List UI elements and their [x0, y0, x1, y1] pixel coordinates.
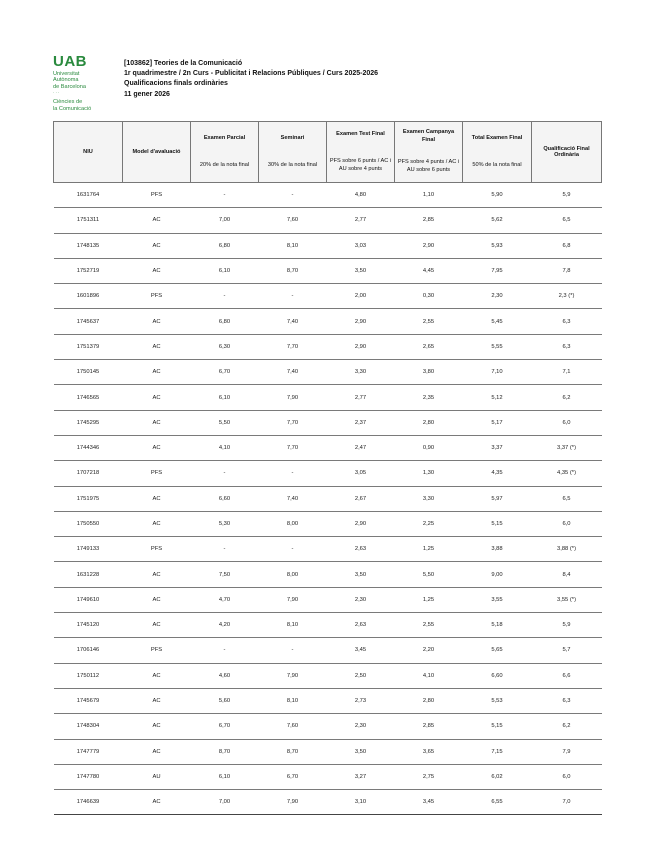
niu-cell: 1748304: [54, 714, 123, 739]
seminari-cell: 7,60: [259, 714, 327, 739]
total-examen-final-cell: 2,30: [463, 284, 532, 309]
examen-test-final-cell: 2,90: [327, 309, 395, 334]
logo-university: [53, 71, 123, 90]
examen-parcial-cell: -: [191, 183, 259, 208]
total-examen-final-cell: 6,60: [463, 663, 532, 688]
model-cell: AC: [123, 435, 191, 460]
model-cell: AC: [123, 334, 191, 359]
examen-parcial-cell: 6,70: [191, 360, 259, 385]
examen-parcial-cell: 7,00: [191, 790, 259, 815]
table-row: [54, 688, 602, 713]
seminari-cell: 8,10: [259, 688, 327, 713]
total-examen-final-cell: 5,53: [463, 688, 532, 713]
total-examen-final-cell: 5,18: [463, 613, 532, 638]
table-row: [54, 663, 602, 688]
column-header-niu: NIU: [54, 122, 123, 183]
niu-cell: 1707218: [54, 461, 123, 486]
examen-campanya-final-cell: 1,30: [395, 461, 463, 486]
qualificacio-final-cell: 6,5: [532, 486, 602, 511]
model-cell: AU: [123, 764, 191, 789]
logo-faculty-line: la Comunicació: [53, 105, 92, 112]
examen-parcial-cell: 4,60: [191, 663, 259, 688]
model-cell: AC: [123, 233, 191, 258]
qualificacio-final-cell: 6,5: [532, 208, 602, 233]
examen-campanya-final-cell: 3,45: [395, 790, 463, 815]
examen-campanya-final-cell: 1,25: [395, 537, 463, 562]
niu-cell: 1747779: [54, 739, 123, 764]
examen-campanya-final-cell: 5,50: [395, 562, 463, 587]
total-examen-final-cell: 4,35: [463, 461, 532, 486]
examen-parcial-cell: 6,10: [191, 385, 259, 410]
seminari-cell: 7,90: [259, 385, 327, 410]
qualificacio-final-cell: 3,55 (*): [532, 587, 602, 612]
table-row: [54, 790, 602, 815]
course-title: [103862] Teories de la Comunicació: [124, 60, 243, 67]
column-header-examen-test-final: Examen Test Final PFS sobre 6 punts / AC i AU sobre 4 punts: [327, 122, 395, 183]
model-cell: AC: [123, 360, 191, 385]
total-examen-final-cell: 6,02: [463, 764, 532, 789]
total-examen-final-cell: 5,93: [463, 233, 532, 258]
examen-campanya-final-cell: 2,35: [395, 385, 463, 410]
qualificacio-final-cell: 2,3 (*): [532, 284, 602, 309]
seminari-cell: -: [259, 284, 327, 309]
examen-test-final-cell: 2,77: [327, 208, 395, 233]
examen-test-final-cell: 3,05: [327, 461, 395, 486]
niu-cell: 1751379: [54, 334, 123, 359]
examen-test-final-cell: 2,63: [327, 613, 395, 638]
examen-campanya-final-cell: 0,30: [395, 284, 463, 309]
grades-table: [53, 121, 602, 815]
seminari-cell: -: [259, 537, 327, 562]
examen-campanya-final-cell: 2,90: [395, 233, 463, 258]
examen-test-final-cell: 2,37: [327, 410, 395, 435]
examen-test-final-cell: 2,63: [327, 537, 395, 562]
table-row: [54, 638, 602, 663]
model-cell: AC: [123, 562, 191, 587]
model-cell: AC: [123, 688, 191, 713]
table-row: [54, 486, 602, 511]
niu-cell: 1751975: [54, 486, 123, 511]
model-cell: AC: [123, 714, 191, 739]
model-cell: AC: [123, 309, 191, 334]
seminari-cell: 7,70: [259, 435, 327, 460]
qualificacio-final-cell: 6,3: [532, 334, 602, 359]
model-cell: AC: [123, 663, 191, 688]
examen-campanya-final-cell: 2,85: [395, 714, 463, 739]
table-row: [54, 284, 602, 309]
examen-campanya-final-cell: 3,80: [395, 360, 463, 385]
seminari-cell: 8,10: [259, 613, 327, 638]
examen-test-final-cell: 2,77: [327, 385, 395, 410]
table-header-row: [54, 122, 602, 183]
examen-campanya-final-cell: 2,75: [395, 764, 463, 789]
table-row: [54, 183, 602, 208]
model-cell: PFS: [123, 284, 191, 309]
total-examen-final-cell: 5,12: [463, 385, 532, 410]
seminari-cell: 7,70: [259, 410, 327, 435]
examen-campanya-final-cell: 2,65: [395, 334, 463, 359]
total-examen-final-cell: 3,88: [463, 537, 532, 562]
niu-cell: 1750112: [54, 663, 123, 688]
total-examen-final-cell: 5,17: [463, 410, 532, 435]
total-examen-final-cell: 5,15: [463, 714, 532, 739]
model-cell: AC: [123, 511, 191, 536]
uab-logo: [53, 54, 123, 112]
seminari-cell: 7,60: [259, 208, 327, 233]
seminari-cell: -: [259, 638, 327, 663]
examen-campanya-final-cell: 2,25: [395, 511, 463, 536]
examen-parcial-cell: 6,10: [191, 258, 259, 283]
seminari-cell: 7,90: [259, 663, 327, 688]
seminari-cell: 7,90: [259, 587, 327, 612]
qualificacio-final-cell: 6,3: [532, 309, 602, 334]
model-cell: PFS: [123, 183, 191, 208]
model-cell: AC: [123, 208, 191, 233]
examen-test-final-cell: 2,00: [327, 284, 395, 309]
niu-cell: 1746639: [54, 790, 123, 815]
niu-cell: 1706146: [54, 638, 123, 663]
examen-parcial-cell: 5,50: [191, 410, 259, 435]
table-row: [54, 537, 602, 562]
niu-cell: 1745295: [54, 410, 123, 435]
niu-cell: 1746565: [54, 385, 123, 410]
examen-campanya-final-cell: 1,10: [395, 183, 463, 208]
model-cell: AC: [123, 790, 191, 815]
niu-cell: 1747780: [54, 764, 123, 789]
examen-parcial-cell: 6,30: [191, 334, 259, 359]
examen-campanya-final-cell: 3,65: [395, 739, 463, 764]
logo-university-line: de Barcelona: [53, 83, 86, 90]
niu-cell: 1749133: [54, 537, 123, 562]
column-header-examen-campanya-final: Examen Campanya Final PFS sobre 4 punts / AC i AU sobre 6 punts: [395, 122, 463, 183]
qualificacio-final-cell: 5,9: [532, 613, 602, 638]
qualificacio-final-cell: 7,8: [532, 258, 602, 283]
examen-test-final-cell: 2,90: [327, 334, 395, 359]
model-cell: AC: [123, 613, 191, 638]
qualificacio-final-cell: 5,9: [532, 183, 602, 208]
examen-test-final-cell: 2,47: [327, 435, 395, 460]
examen-parcial-cell: 5,30: [191, 511, 259, 536]
niu-cell: 1752719: [54, 258, 123, 283]
qualificacio-final-cell: 4,35 (*): [532, 461, 602, 486]
examen-parcial-cell: -: [191, 284, 259, 309]
total-examen-final-cell: 5,65: [463, 638, 532, 663]
model-cell: AC: [123, 258, 191, 283]
model-cell: PFS: [123, 461, 191, 486]
examen-test-final-cell: 2,90: [327, 511, 395, 536]
examen-campanya-final-cell: 1,25: [395, 587, 463, 612]
seminari-cell: 8,00: [259, 511, 327, 536]
examen-campanya-final-cell: 0,90: [395, 435, 463, 460]
seminari-cell: 7,70: [259, 334, 327, 359]
model-cell: AC: [123, 410, 191, 435]
examen-parcial-cell: 5,60: [191, 688, 259, 713]
qualificacio-final-cell: 6,2: [532, 714, 602, 739]
document-date: 11 gener 2026: [124, 90, 170, 98]
examen-test-final-cell: 3,30: [327, 360, 395, 385]
model-cell: AC: [123, 587, 191, 612]
total-examen-final-cell: 5,62: [463, 208, 532, 233]
table-row: [54, 360, 602, 385]
document-header: [124, 59, 378, 100]
total-examen-final-cell: 7,95: [463, 258, 532, 283]
total-examen-final-cell: 5,45: [463, 309, 532, 334]
table-row: [54, 511, 602, 536]
qualificacio-final-cell: 6,3: [532, 688, 602, 713]
qualificacio-final-cell: 6,8: [532, 233, 602, 258]
logo-faculty-line: Ciències de: [53, 99, 83, 106]
niu-cell: 1745679: [54, 688, 123, 713]
total-examen-final-cell: 6,55: [463, 790, 532, 815]
table-row: [54, 233, 602, 258]
niu-cell: 1745637: [54, 309, 123, 334]
examen-campanya-final-cell: 3,30: [395, 486, 463, 511]
examen-test-final-cell: 2,73: [327, 688, 395, 713]
qualificacio-final-cell: 6,6: [532, 663, 602, 688]
examen-test-final-cell: 3,03: [327, 233, 395, 258]
seminari-cell: -: [259, 461, 327, 486]
table-row: [54, 385, 602, 410]
seminari-cell: 8,00: [259, 562, 327, 587]
niu-cell: 1601896: [54, 284, 123, 309]
examen-test-final-cell: 2,50: [327, 663, 395, 688]
table-row: [54, 435, 602, 460]
column-header-seminari: Seminari 30% de la nota final: [259, 122, 327, 183]
examen-parcial-cell: 4,10: [191, 435, 259, 460]
seminari-cell: 7,90: [259, 790, 327, 815]
examen-test-final-cell: 3,27: [327, 764, 395, 789]
model-cell: AC: [123, 486, 191, 511]
examen-parcial-cell: 4,70: [191, 587, 259, 612]
table-row: [54, 309, 602, 334]
examen-parcial-cell: 6,70: [191, 714, 259, 739]
examen-test-final-cell: 2,67: [327, 486, 395, 511]
niu-cell: 1749610: [54, 587, 123, 612]
examen-parcial-cell: 7,50: [191, 562, 259, 587]
total-examen-final-cell: 7,10: [463, 360, 532, 385]
total-examen-final-cell: 9,00: [463, 562, 532, 587]
examen-test-final-cell: 4,80: [327, 183, 395, 208]
examen-parcial-cell: -: [191, 461, 259, 486]
logo-university-line: Autònoma: [53, 77, 79, 84]
examen-parcial-cell: 6,80: [191, 309, 259, 334]
total-examen-final-cell: 5,97: [463, 486, 532, 511]
niu-cell: 1631764: [54, 183, 123, 208]
qualificacio-final-cell: 3,37 (*): [532, 435, 602, 460]
table-row: [54, 764, 602, 789]
niu-cell: 1751311: [54, 208, 123, 233]
model-cell: PFS: [123, 537, 191, 562]
seminari-cell: 7,40: [259, 360, 327, 385]
seminari-cell: 8,10: [259, 233, 327, 258]
qualificacio-final-cell: 7,0: [532, 790, 602, 815]
table-row: [54, 587, 602, 612]
examen-test-final-cell: 3,45: [327, 638, 395, 663]
examen-parcial-cell: 6,10: [191, 764, 259, 789]
document-subtitle: Qualificacions finals ordinàries: [124, 80, 228, 88]
logo-faculty: [53, 99, 123, 112]
column-header-qualificacio-final: Qualificació Final Ordinària: [532, 122, 602, 183]
seminari-cell: 6,70: [259, 764, 327, 789]
total-examen-final-cell: 5,90: [463, 183, 532, 208]
column-header-total-examen-final: Total Examen Final 50% de la nota final: [463, 122, 532, 183]
examen-campanya-final-cell: 2,85: [395, 208, 463, 233]
examen-campanya-final-cell: 2,20: [395, 638, 463, 663]
total-examen-final-cell: 7,15: [463, 739, 532, 764]
model-cell: AC: [123, 385, 191, 410]
examen-test-final-cell: 3,50: [327, 739, 395, 764]
total-examen-final-cell: 5,15: [463, 511, 532, 536]
table-body: [54, 183, 602, 815]
qualificacio-final-cell: 7,9: [532, 739, 602, 764]
examen-campanya-final-cell: 2,80: [395, 688, 463, 713]
table-row: [54, 714, 602, 739]
column-header-examen-parcial: Examen Parcial 20% de la nota final: [191, 122, 259, 183]
examen-parcial-cell: 6,80: [191, 233, 259, 258]
examen-campanya-final-cell: 2,80: [395, 410, 463, 435]
niu-cell: 1750550: [54, 511, 123, 536]
examen-test-final-cell: 3,50: [327, 562, 395, 587]
examen-parcial-cell: 6,60: [191, 486, 259, 511]
examen-parcial-cell: 8,70: [191, 739, 259, 764]
seminari-cell: 7,40: [259, 309, 327, 334]
table-row: [54, 461, 602, 486]
course-term: 1r quadrimestre / 2n Curs - Publicitat i Relacions Públiques / Curs 2025-2026: [124, 70, 379, 78]
table-row: [54, 208, 602, 233]
seminari-cell: -: [259, 183, 327, 208]
examen-campanya-final-cell: 2,55: [395, 309, 463, 334]
seminari-cell: 8,70: [259, 258, 327, 283]
qualificacio-final-cell: 6,0: [532, 511, 602, 536]
qualificacio-final-cell: 5,7: [532, 638, 602, 663]
seminari-cell: 8,70: [259, 739, 327, 764]
niu-cell: 1750145: [54, 360, 123, 385]
qualificacio-final-cell: 6,2: [532, 385, 602, 410]
qualificacio-final-cell: 8,4: [532, 562, 602, 587]
examen-campanya-final-cell: 2,55: [395, 613, 463, 638]
niu-cell: 1631228: [54, 562, 123, 587]
examen-parcial-cell: 4,20: [191, 613, 259, 638]
niu-cell: 1745120: [54, 613, 123, 638]
table-row: [54, 739, 602, 764]
logo-dots-icon: · · ·: [53, 90, 60, 96]
examen-test-final-cell: 2,30: [327, 714, 395, 739]
logo-university-line: Universitat: [53, 71, 80, 77]
niu-cell: 1748135: [54, 233, 123, 258]
qualificacio-final-cell: 6,0: [532, 764, 602, 789]
model-cell: PFS: [123, 638, 191, 663]
qualificacio-final-cell: 3,88 (*): [532, 537, 602, 562]
logo-brand: UAB: [53, 53, 87, 70]
total-examen-final-cell: 3,37: [463, 435, 532, 460]
column-header-model: Model d'avaluació: [123, 122, 191, 183]
table-row: [54, 410, 602, 435]
total-examen-final-cell: 5,55: [463, 334, 532, 359]
examen-test-final-cell: 3,10: [327, 790, 395, 815]
examen-parcial-cell: 7,00: [191, 208, 259, 233]
table-row: [54, 334, 602, 359]
examen-campanya-final-cell: 4,10: [395, 663, 463, 688]
seminari-cell: 7,40: [259, 486, 327, 511]
table-row: [54, 258, 602, 283]
niu-cell: 1744346: [54, 435, 123, 460]
total-examen-final-cell: 3,55: [463, 587, 532, 612]
qualificacio-final-cell: 7,1: [532, 360, 602, 385]
model-cell: AC: [123, 739, 191, 764]
table-row: [54, 613, 602, 638]
examen-parcial-cell: -: [191, 638, 259, 663]
examen-parcial-cell: -: [191, 537, 259, 562]
qualificacio-final-cell: 6,0: [532, 410, 602, 435]
examen-test-final-cell: 2,30: [327, 587, 395, 612]
examen-campanya-final-cell: 4,45: [395, 258, 463, 283]
examen-test-final-cell: 3,50: [327, 258, 395, 283]
table-row: [54, 562, 602, 587]
